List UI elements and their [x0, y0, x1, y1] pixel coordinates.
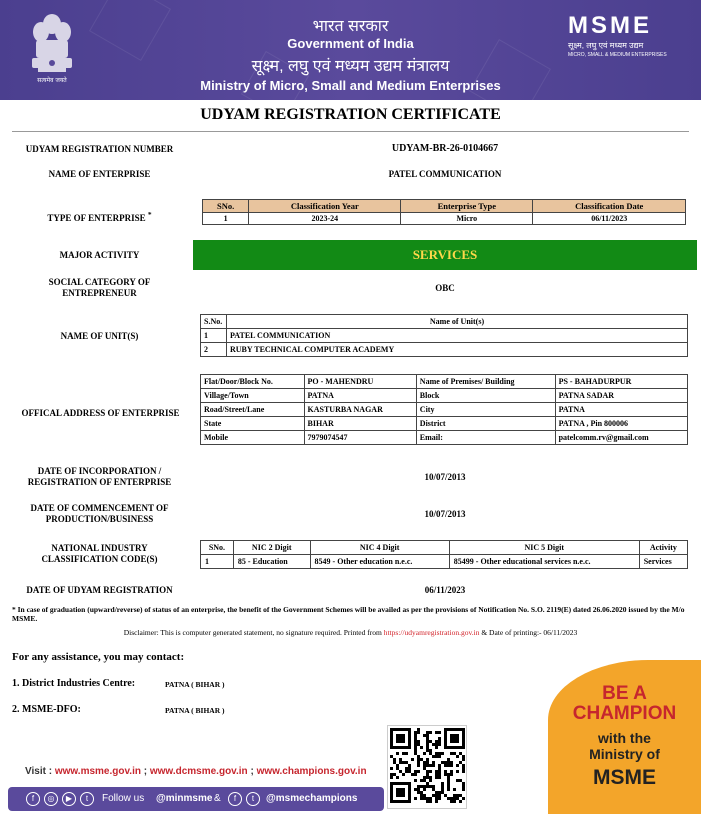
table-header-cell: NIC 4 Digit: [310, 541, 449, 555]
table-cell: 1: [201, 555, 234, 569]
social-follow-bar: [8, 787, 384, 811]
reg-number-value: UDYAM-BR-26-0104667: [391, 143, 499, 154]
youtube-icon[interactable]: ▶: [62, 792, 76, 806]
champions-link[interactable]: www.champions.gov.in: [256, 766, 367, 777]
table-cell: Micro: [401, 213, 533, 225]
table-header-cell: NIC 2 Digit: [233, 541, 310, 555]
table-cell: Name of Premises/ Building: [416, 375, 555, 389]
table-cell: State: [201, 417, 305, 431]
reg-number-label: UDYAM REGISTRATION NUMBER: [25, 144, 174, 154]
table-cell: PATNA , Pin 800006: [555, 417, 687, 431]
gov-hindi-title: भारत सरकार: [312, 18, 389, 35]
table-row: [201, 403, 688, 417]
table-row: [201, 329, 688, 343]
table-row: [201, 343, 688, 357]
table-cell: Block: [416, 389, 555, 403]
udyam-date-label: DATE OF UDYAM REGISTRATION: [26, 585, 173, 595]
table-header-row: [203, 200, 686, 213]
enterprise-name-label: NAME OF ENTERPRISE: [48, 169, 151, 179]
table-cell: Village/Town: [201, 389, 305, 403]
table-cell: District: [416, 417, 555, 431]
units-label: NAME OF UNIT(S): [60, 331, 139, 341]
table-cell: patelcomm.rv@gmail.com: [555, 431, 687, 445]
table-cell: City: [416, 403, 555, 417]
table-cell: 06/11/2023: [533, 213, 686, 225]
ampersand: &: [214, 793, 221, 804]
table-row: [201, 431, 688, 445]
table-header-cell: Classification Year: [249, 200, 401, 213]
graduation-footnote: * In case of graduation (upward/reverse) of status of an enterprise, the benefit of the Government Schemes will be availed as per the provisions of Notification No. S.O. 2119(E) dated 26.06.2020 issued by the M/o MSME.: [12, 605, 685, 623]
table-header-cell: Classification Date: [533, 200, 686, 213]
nic-codes-label: NATIONAL INDUSTRY CLASSIFICATION CODE(S): [41, 543, 158, 564]
qr-code-icon: [387, 725, 467, 809]
classification-table: [202, 199, 686, 225]
major-activity-label: MAJOR ACTIVITY: [59, 250, 140, 260]
msme-logo: [568, 14, 678, 58]
dfo-value: PATNA ( BIHAR ): [165, 706, 225, 715]
table-cell: PATEL COMMUNICATION: [227, 329, 688, 343]
table-header-cell: Activity: [639, 541, 687, 555]
commencement-date-label: DATE OF COMMENCEMENT OF PRODUCTION/BUSINESS: [30, 503, 169, 524]
facebook-icon[interactable]: f: [26, 792, 40, 806]
incorporation-date-label: DATE OF INCORPORATION / REGISTRATION OF ENTERPRISE: [27, 466, 172, 487]
table-header-row: [201, 315, 688, 329]
table-row: [201, 417, 688, 431]
disclaimer-date: & Date of printing:- 06/11/2023: [479, 628, 578, 637]
msme-link[interactable]: www.msme.gov.in: [54, 766, 141, 777]
table-row: [203, 213, 686, 225]
champion-banner: [548, 660, 701, 814]
assistance-heading: For any assistance, you may contact:: [12, 651, 185, 663]
dfo-label: 2. MSME-DFO:: [12, 704, 81, 715]
table-cell: Flat/Door/Block No.: [201, 375, 305, 389]
table-row: [201, 555, 688, 569]
commencement-date-value: 10/07/2013: [424, 509, 466, 519]
dic-label: 1. District Industries Centre:: [12, 678, 136, 689]
table-cell: 85 - Education: [233, 555, 310, 569]
champion-msme: MSME: [593, 766, 656, 789]
table-row: [201, 375, 688, 389]
enterprise-name-value: PATEL COMMUNICATION: [388, 169, 502, 179]
social-category-value: OBC: [435, 283, 455, 293]
address-label: OFFICAL ADDRESS OF ENTERPRISE: [21, 408, 180, 418]
table-cell: 2: [201, 343, 227, 357]
minmsme-handle[interactable]: @minmsme: [156, 793, 213, 804]
msme-logo-english: MICRO, SMALL & MEDIUM ENTERPRISES: [568, 52, 667, 58]
table-cell: PATNA SADAR: [555, 389, 687, 403]
disclaimer-text: Disclaimer: This is computer generated statement, no signature required. Printed from: [123, 628, 384, 637]
certificate-title: UDYAM REGISTRATION CERTIFICATE: [200, 106, 501, 123]
emblem-caption: सत्यमेव जयते: [37, 77, 67, 84]
table-header-cell: NIC 5 Digit: [449, 541, 639, 555]
units-table: [200, 314, 688, 357]
udyam-link[interactable]: https://udyamregistration.gov.in: [383, 628, 480, 637]
table-cell: Services: [639, 555, 687, 569]
table-cell: PATNA: [555, 403, 687, 417]
facebook-icon[interactable]: f: [228, 792, 242, 806]
visit-links: Visit : www.msme.gov.in ; www.dcmsme.gov.in ; www.champions.gov.in: [25, 766, 367, 777]
msme-logo-hindi: सूक्ष्म, लघु एवं मध्यम उद्यम: [568, 41, 644, 50]
table-cell: 1: [201, 329, 227, 343]
table-cell: RUBY TECHNICAL COMPUTER ACADEMY: [227, 343, 688, 357]
table-header-cell: Enterprise Type: [401, 200, 533, 213]
table-cell: PATNA: [304, 389, 416, 403]
table-cell: 2023-24: [249, 213, 401, 225]
disclaimer: [0, 628, 701, 637]
table-cell: 85499 - Other educational services n.e.c.: [449, 555, 639, 569]
champion-heading: BE A CHAMPION: [572, 683, 677, 724]
table-header-cell: SNo.: [201, 541, 234, 555]
table-header-row: [201, 541, 688, 555]
header-banner: [0, 0, 701, 100]
enterprise-type-label: TYPE OF ENTERPRISE *: [47, 210, 152, 223]
major-activity-value: SERVICES: [193, 240, 697, 270]
msme-logo-word: MSME: [568, 12, 652, 39]
nic-table: [200, 540, 688, 569]
champion-subheading: with the Ministry of: [589, 730, 660, 762]
ministry-english-title: Ministry of Micro, Small and Medium Enterprises: [200, 78, 501, 93]
title-divider: [12, 131, 689, 132]
table-cell: Email:: [416, 431, 555, 445]
ministry-hindi-title: सूक्ष्म, लघु एवं मध्यम उद्यम मंत्रालय: [251, 58, 450, 75]
dcmsme-link[interactable]: www.dcmsme.gov.in: [149, 766, 248, 777]
table-header-cell: Name of Unit(s): [227, 315, 688, 329]
table-cell: Mobile: [201, 431, 305, 445]
table-cell: BIHAR: [304, 417, 416, 431]
table-cell: 7979074547: [304, 431, 416, 445]
msmechampions-handle[interactable]: @msmechampions: [266, 793, 358, 804]
table-cell: 1: [203, 213, 249, 225]
incorporation-date-value: 10/07/2013: [424, 472, 466, 482]
table-cell: PO - MAHENDRU: [304, 375, 416, 389]
table-cell: Road/Street/Lane: [201, 403, 305, 417]
dic-value: PATNA ( BIHAR ): [165, 680, 225, 689]
table-row: [201, 389, 688, 403]
table-header-cell: SNo.: [203, 200, 249, 213]
address-table: [200, 374, 688, 445]
follow-text: Follow us: [102, 793, 145, 804]
table-header-cell: S.No.: [201, 315, 227, 329]
social-category-label: SOCIAL CATEGORY OF ENTREPRENEUR: [48, 277, 151, 298]
table-cell: PS - BAHADURPUR: [555, 375, 687, 389]
table-cell: 8549 - Other education n.e.c.: [310, 555, 449, 569]
twitter-icon[interactable]: t: [246, 792, 260, 806]
udyam-date-value: 06/11/2023: [424, 585, 466, 595]
twitter-icon[interactable]: t: [80, 792, 94, 806]
gov-english-title: Government of India: [287, 36, 414, 51]
instagram-icon[interactable]: ◎: [44, 792, 58, 806]
table-cell: KASTURBA NAGAR: [304, 403, 416, 417]
type-asterisk: *: [147, 210, 152, 219]
